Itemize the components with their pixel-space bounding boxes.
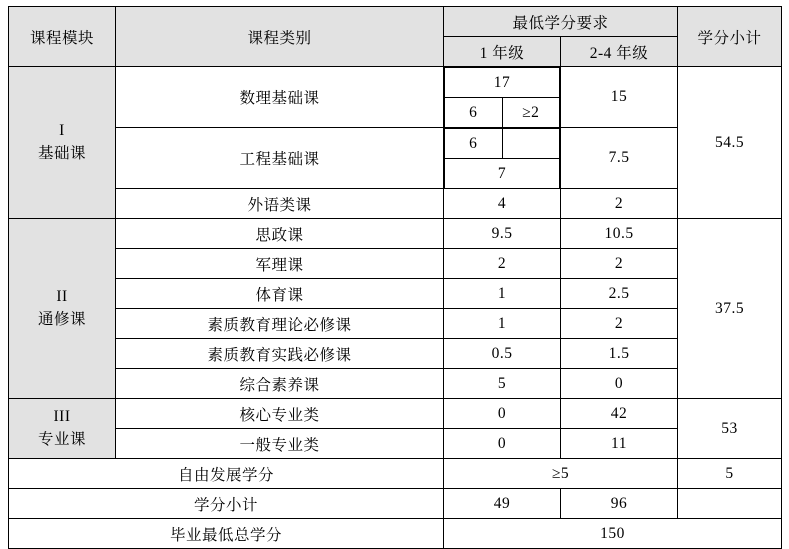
module-cell-1 (9, 67, 116, 219)
year1-math-basic (444, 67, 561, 128)
category-comprehensive: 综合素养课 (116, 369, 444, 399)
table-row (9, 279, 782, 309)
header-year24: 2-4 年级 (561, 37, 678, 67)
year1-quality-theory: 1 (444, 309, 561, 339)
split-year1-math (444, 67, 560, 127)
header-module: 课程模块 (9, 7, 116, 67)
module-3-name: 专业课 (37, 430, 86, 448)
year1-bracket-min: ≥2 (502, 98, 560, 128)
module-cell-3 (9, 399, 116, 459)
category-ideology: 思政课 (116, 219, 444, 249)
year24-engineering-basic: 7.5 (561, 128, 678, 189)
year1-foreign-language: 4 (444, 189, 561, 219)
year1-comprehensive: 5 (444, 369, 561, 399)
year1-eng-top-left: 6 (445, 129, 503, 159)
category-quality-theory: 素质教育理论必修课 (116, 309, 444, 339)
table-row (9, 128, 782, 189)
year1-physical-education: 1 (444, 279, 561, 309)
year24-ideology: 10.5 (561, 219, 678, 249)
header-min-credit-requirement: 最低学分要求 (444, 7, 678, 37)
year1-eng-bottom: 7 (445, 159, 560, 189)
module-2-numeral: II (56, 288, 68, 306)
subtotal-module-2: 37.5 (678, 219, 782, 399)
year24-physical-education: 2.5 (561, 279, 678, 309)
subtotal-label: 学分小计 (9, 489, 444, 519)
year1-general-major: 0 (444, 429, 561, 459)
free-development-value: ≥5 (444, 459, 678, 489)
year24-general-major: 11 (561, 429, 678, 459)
subtotal-module-1: 54.5 (678, 67, 782, 219)
header-category: 课程类别 (116, 7, 444, 67)
category-military: 军理课 (116, 249, 444, 279)
split-year1-engineering (444, 128, 560, 188)
graduation-total-label: 毕业最低总学分 (9, 519, 444, 549)
table-row (9, 67, 782, 128)
free-development-label: 自由发展学分 (9, 459, 444, 489)
table-row (9, 339, 782, 369)
table-row (9, 399, 782, 429)
table-row (9, 369, 782, 399)
year1-quality-practice: 0.5 (444, 339, 561, 369)
year24-quality-theory: 2 (561, 309, 678, 339)
table-row (9, 219, 782, 249)
subtotal-year24: 96 (561, 489, 678, 519)
header-subtotal: 学分小计 (678, 7, 782, 67)
year1-math-bottom-left: 6 (445, 98, 503, 128)
table-row (9, 249, 782, 279)
year24-military: 2 (561, 249, 678, 279)
subtotal-module-3: 53 (678, 399, 782, 459)
subtotal-year1: 49 (444, 489, 561, 519)
year1-engineering-basic (444, 128, 561, 189)
table-row (9, 189, 782, 219)
category-math-basic: 数理基础课 (116, 67, 444, 128)
table-row (9, 459, 782, 489)
year24-foreign-language: 2 (561, 189, 678, 219)
module-cell-2 (9, 219, 116, 399)
header-year1: 1 年级 (444, 37, 561, 67)
year1-ideology: 9.5 (444, 219, 561, 249)
year24-math-basic: 15 (561, 67, 678, 128)
subtotal-empty (678, 489, 782, 519)
year1-military: 2 (444, 249, 561, 279)
module-1-name: 基础课 (37, 144, 86, 162)
table-row (9, 429, 782, 459)
category-engineering-basic: 工程基础课 (116, 128, 444, 189)
category-foreign-language: 外语类课 (116, 189, 444, 219)
category-quality-practice: 素质教育实践必修课 (116, 339, 444, 369)
year24-quality-practice: 1.5 (561, 339, 678, 369)
table-row (9, 489, 782, 519)
year1-math-top: 17 (445, 68, 560, 98)
year1-core-major: 0 (444, 399, 561, 429)
category-core-major: 核心专业类 (116, 399, 444, 429)
free-development-subtotal: 5 (678, 459, 782, 489)
table-row (9, 309, 782, 339)
year1-eng-top-right-empty (502, 129, 560, 159)
module-1-numeral: I (59, 122, 65, 140)
table-row (9, 519, 782, 549)
category-general-major: 一般专业类 (116, 429, 444, 459)
year24-comprehensive: 0 (561, 369, 678, 399)
module-2-name: 通修课 (37, 310, 86, 328)
module-3-numeral: III (53, 408, 71, 426)
category-physical-education: 体育课 (116, 279, 444, 309)
table-header-row-1 (9, 7, 782, 37)
year24-core-major: 42 (561, 399, 678, 429)
graduation-total-value: 150 (444, 519, 782, 549)
credit-requirements-table (8, 6, 782, 549)
